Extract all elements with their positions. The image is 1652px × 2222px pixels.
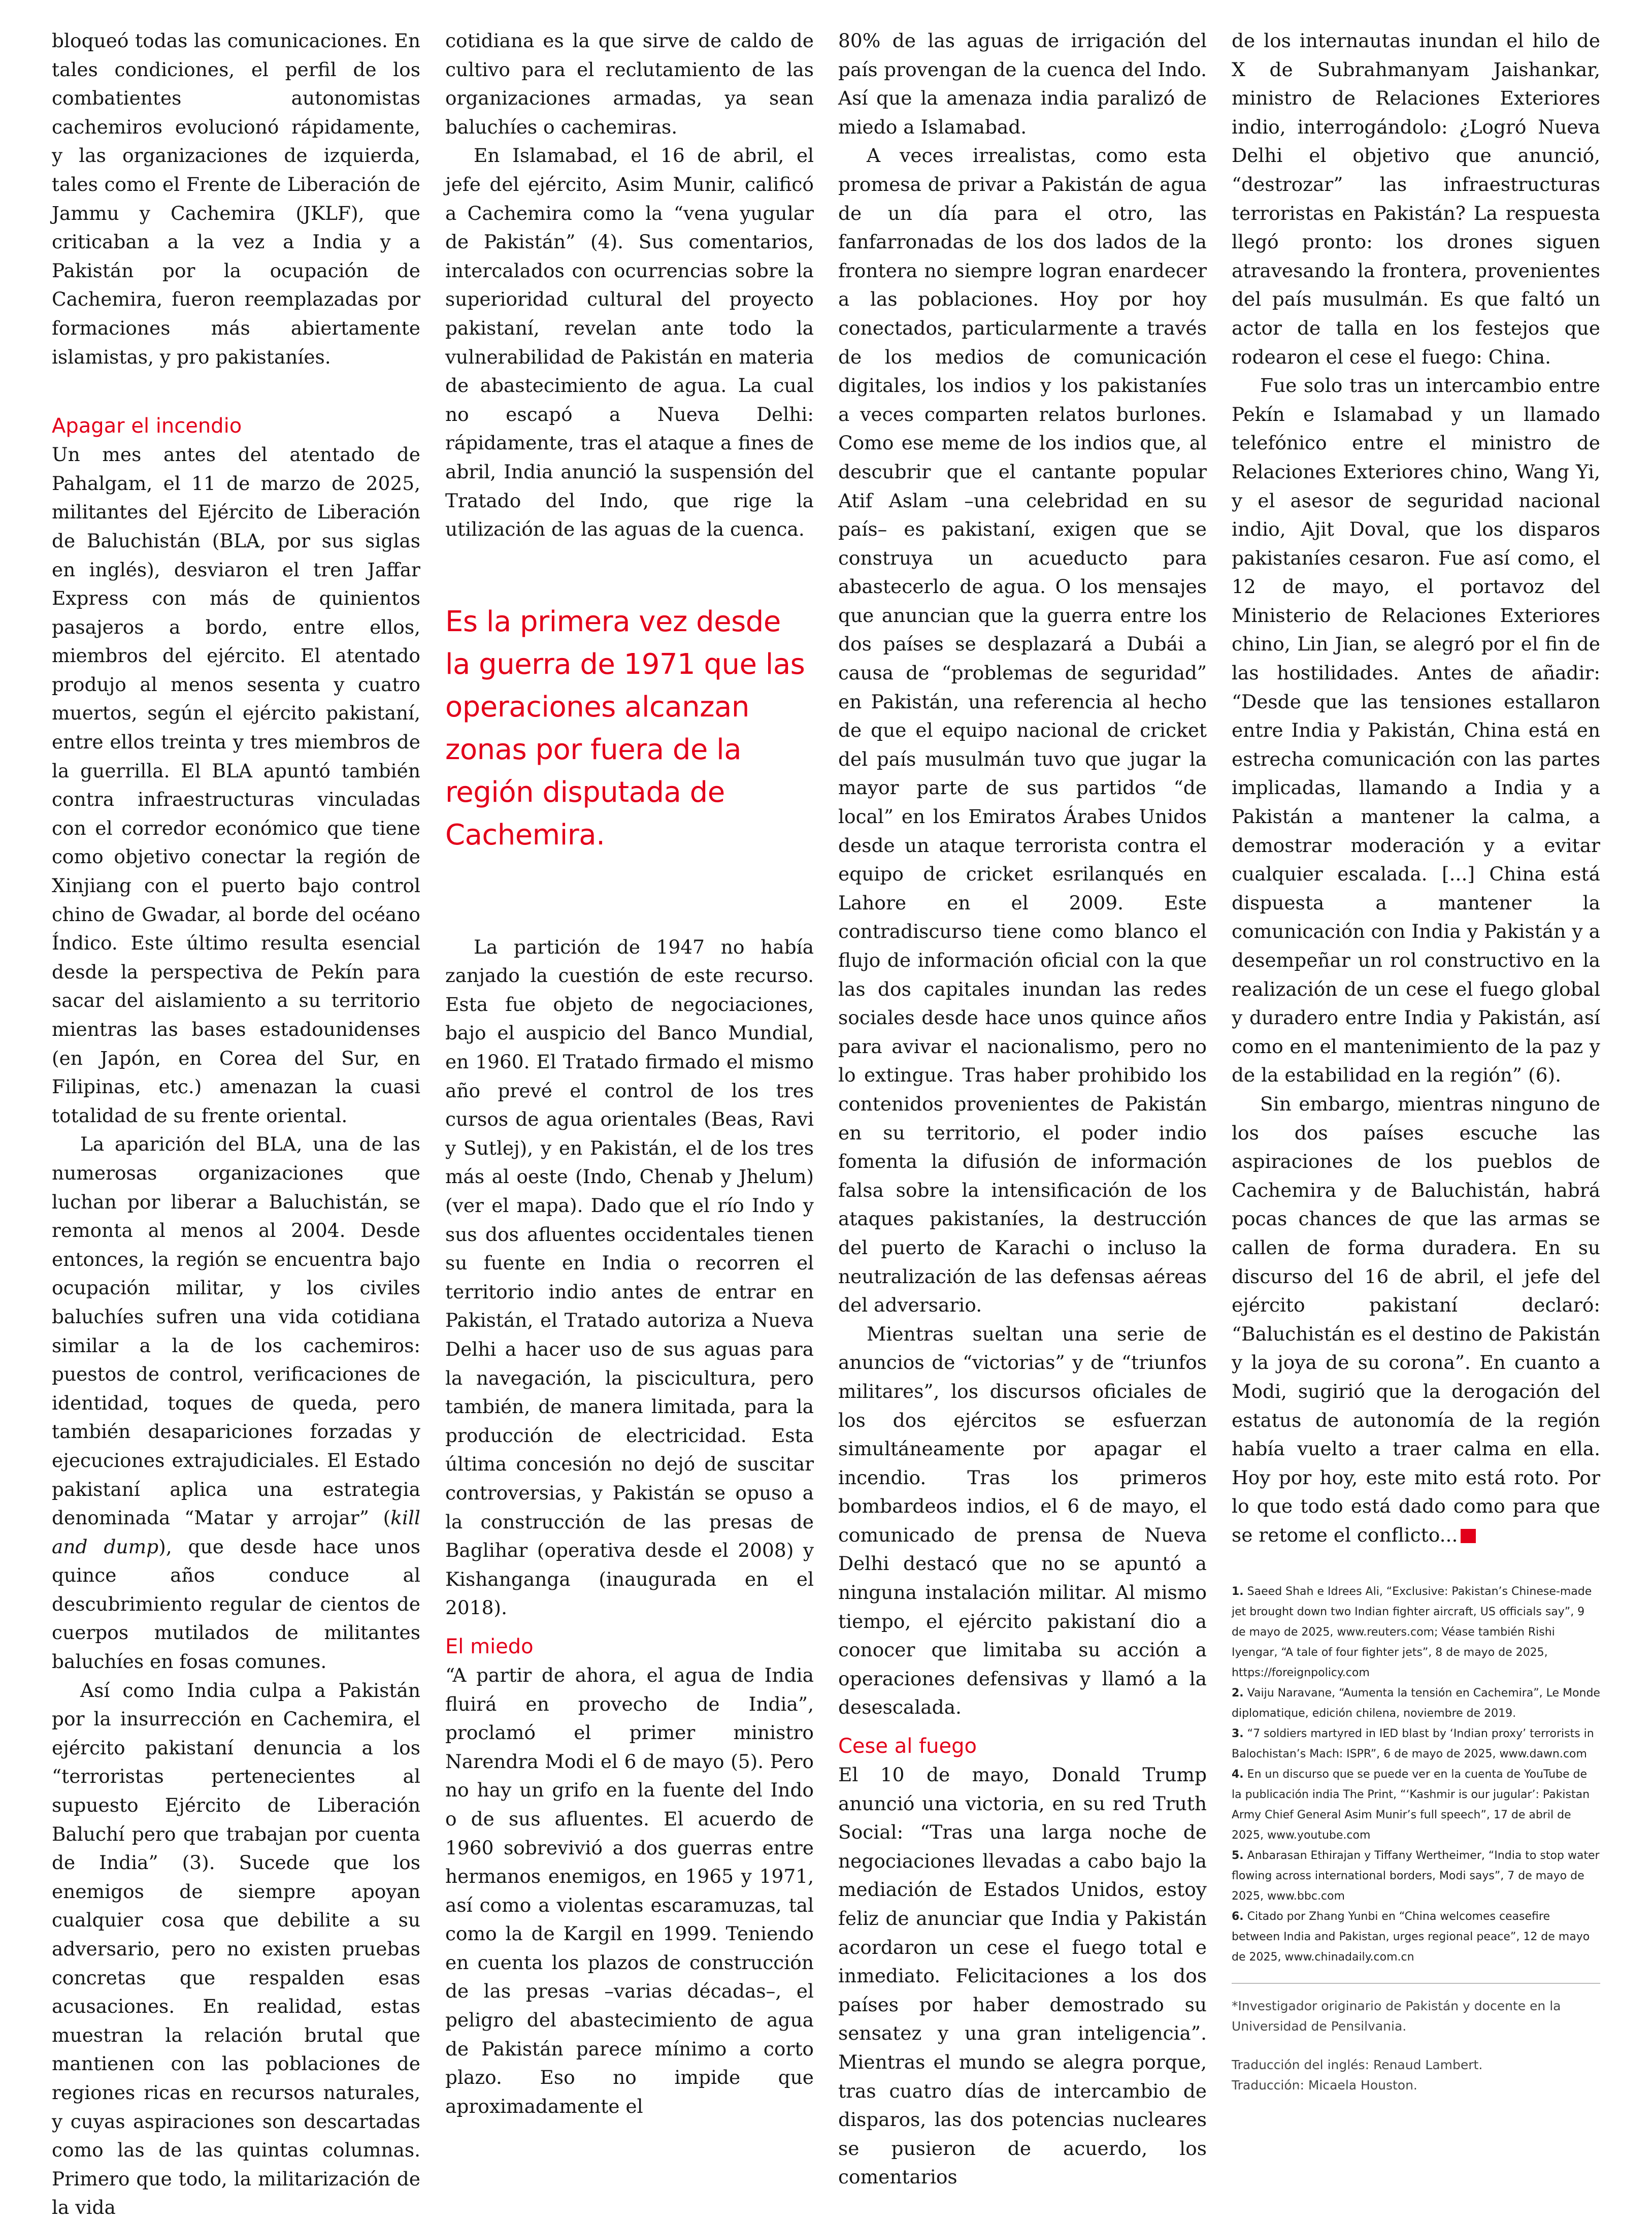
footnote xyxy=(1232,1683,1600,1724)
column-2 xyxy=(445,26,814,2117)
paragraph: En Islamabad, el 16 de abril, el jefe del ejército, Asim Munir, calificó a Cachemira como la “vena yugular de Pakistán” (4). Sus comentarios, intercalados con ocurrencias sobre la superioridad cultural del proyecto pakistaní, revelan ante todo la vulnerabilidad de Pakistán en materia de abastecimiento de agua. La cual no escapó a Nueva Delhi: rápidamente, tras el ataque a fines de abril, India anunció la suspensión del Tratado del Indo, que rige la utilización de las aguas de la cuenca. xyxy=(445,144,814,541)
italic-term: kill and dump xyxy=(52,1507,420,1558)
footnote-text: En un discurso que se puede ver en la cuenta de YouTube de la publicación india The Print, “‘Kashmir is our jugular’: Pakistan Army Chief General Asim Munir’s full speech”, 17 de abril de 2025, www.youtube.com xyxy=(1232,1768,1590,1842)
footnote-number: 2. xyxy=(1232,1687,1244,1700)
paragraph: Mientras sueltan una serie de anuncios de “victorias” y de “triunfos militares”, los discursos oficiales de los dos ejércitos se esfuerzan simultáneamente por apagar el incendio. Tras los primeros bombardeos indios, el 6 de mayo, el comunicado de prensa de Nueva Delhi destacó que no se apuntó a ninguna instalación militar. Al mismo tiempo, el ejército pakistaní dio a conocer que limitaba su acción a operaciones defensivas y llamó a la desescalada. xyxy=(838,1322,1207,1719)
text-run: Sin embargo, mientras ninguno de los dos países escuche las aspiraciones de los pueblos de Cachemira y de Baluchistán, habrá pocas chances de que las armas se callen de forma duradera. En su discurso del 16 de abril, el jefe del ejército pakistaní declaró: “Baluchistán es el destino de Pakistán y la joya de su corona”. En cuanto a Modi, sugirió que la derogación del estatus de autonomía de la región había vuelto a traer calma en ella. Hoy por hoy, este mito está roto. Por lo que todo está dado como para que se retome el conflicto... xyxy=(1232,1092,1600,1546)
paragraph xyxy=(52,1130,420,1676)
paragraph: La partición de 1947 no había zanjado la cuestión de este recurso. Esta fue objeto de negociaciones, bajo el auspicio del Banco Mundial, en 1960. El Tratado firmado el mismo año prevé el control de los tres cursos de agua orientales (Beas, Ravi y Sutlej), y en Pakistán, el de los tres más al oeste (Indo, Chenab y Jhelum) (ver el mapa). Dado que el río Indo y sus dos afluentes occidentales tienen su fuente en India o recorren el territorio indio antes de entrar en Pakistán, el Tratado autoriza a Nueva Delhi a hacer uso de sus aguas para la navegación, la piscicultura, pero también, de manera limitada, para la producción de electricidad. Esta última concesión no dejó de suscitar controversias, y Pakistán se opuso a la construcción de las presas de Baglihar (operativa desde el 2008) y Kishanganga (inaugurada en el 2018). xyxy=(445,935,814,1619)
text-run: ), que desde hace unos quince años conduce al descubrimiento regular de cientos de cuerpos mutilados de militantes baluchíes en fosas comunes. xyxy=(52,1535,420,1673)
footnote xyxy=(1232,1764,1600,1846)
footnote xyxy=(1232,1724,1600,1764)
section-heading-cese-al-fuego: Cese al fuego xyxy=(838,1735,977,1758)
credits xyxy=(1232,1983,1600,2096)
translation-credit-english: Traducción del inglés: Renaud Lambert. xyxy=(1232,2057,1483,2073)
footnote xyxy=(1232,1582,1600,1683)
paragraph: bloqueó todas las comunicaciones. En tales condiciones, el perfil de los combatientes autonomistas cachemiros evolucionó rápidamente, y las organizaciones de izquierda, tales como el Frente de Liberación de Jammu y Cachemira (JKLF), que criticaban a la vez a India y a Pakistán por la ocupación de Cachemira, fueron reemplazadas por formaciones más abiertamente islamistas, y pro pakistaníes. xyxy=(52,29,420,368)
footnote-text: Anbarasan Ethirajan y Tiffany Wertheimer, “India to stop water flowing across international borders, Modi says”, 7 de mayo de 2025, www.bbc.com xyxy=(1232,1849,1600,1903)
paragraph: de los internautas inundan el hilo de X de Subrahmanyam Jaishankar, ministro de Relaciones Exteriores indio, interrogándolo: ¿Logró Nueva Delhi el objetivo que anunció, “destrozar” las infraestructuras terroristas en Pakistán? La respuesta llegó pronto: los drones siguen atravesando la frontera, provenientes del país musulmán. Es que faltó un actor de talla en los festejos que rodearon el cese el fuego: China. xyxy=(1232,29,1600,368)
footnote xyxy=(1232,1846,1600,1907)
footnote xyxy=(1232,1907,1600,1968)
footnote-text: Saeed Shah e Idrees Ali, “Exclusive: Pakistan’s Chinese-made jet brought down two Indian fighter aircraft, US officials say”, 9 de mayo de 2025, www.reuters.com; Véase también Rishi Iyengar, “A tale of four fighter jets”, 8 de mayo de 2025, https://foreignpolicy.com xyxy=(1232,1585,1592,1680)
author-note: *Investigador originario de Pakistán y docente en la Universidad de Pensilvania. xyxy=(1232,1999,1561,2034)
column-3 xyxy=(838,26,1207,2188)
end-mark-icon xyxy=(1461,1529,1476,1543)
footnote-text: Citado por Zhang Yunbi en “China welcomes ceasefire between India and Pakistan, urges regional peace”, 12 de mayo de 2025, www.chinadaily.com.cn xyxy=(1232,1910,1590,1964)
section-heading-el-miedo: El miedo xyxy=(445,1635,534,1658)
paragraph: cotidiana es la que sirve de caldo de cultivo para el reclutamiento de las organizaciones armadas, ya sean baluchíes o cachemiras. xyxy=(445,29,814,138)
footnote-number: 1. xyxy=(1232,1585,1244,1598)
paragraph: A veces irrealistas, como esta promesa de privar a Pakistán de agua de un día para el otro, las fanfarronadas de los dos lados de la frontera no siempre logran enardecer a las poblaciones. Hoy por hoy conectados, particularmente a través de los medios de comunicación digitales, los indios y los pakistaníes a veces comparten relatos burlones. Como ese meme de los indios que, al descubrir que el cantante popular Atif Aslam –una celebridad en su país– es pakistaní, exigen que se construya un acueducto para abastecerlo de agua. O los mensajes que anuncian que la guerra entre los dos países se desplazará a Dubái a causa de “problemas de seguridad” en Pakistán, una referencia al hecho de que el equipo nacional de cricket del país musulmán tuvo que jugar la mayor parte de sus partidos “de local” en los Emiratos Árabes Unidos desde un ataque terrorista contra el equipo de cricket esrilanqués en Lahore en el 2009. Este contradiscurso tiene como blanco el flujo de información oficial con la que las dos capitales inundan las redes sociales desde hace unos quince años para avivar el nacionalismo, pero no lo extingue. Tras haber prohibido los contenidos provenientes de Pakistán en su territorio, el poder indio fomenta la difusión de información falsa sobre la intensificación de los ataques pakistaníes, la destrucción del puerto de Karachi o incluso la neutralización de las defensas aéreas del adversario. xyxy=(838,144,1207,1317)
section-heading-apagar-el-incendio: Apagar el incendio xyxy=(52,414,242,438)
footnote-number: 3. xyxy=(1232,1727,1244,1741)
paragraph: Fue solo tras un intercambio entre Pekín e Islamabad y un llamado telefónico entre el ministro de Relaciones Exteriores chino, Wang Yi, y el asesor de seguridad nacional indio, Ajit Doval, que los disparos pakistaníes cesaron. Fue así como, el 12 de mayo, el portavoz del Ministerio de Relaciones Exteriores chino, Lin Jian, se alegró por el fin de las hostilidades. Antes de añadir: “Desde que las tensiones estallaron entre India y Pakistán, China está en estrecha comunicación con las partes implicadas, llamando a India y a Pakistán a mantener la calma, a demostrar moderación y a evitar cualquier escalada. [...] China está dispuesta a mantener la comunicación con India y Pakistán y a desempeñar un rol constructivo en la realización de un cese el fuego global y duradero entre India y Pakistán, así como en el mantenimiento de la paz y de la estabilidad en la región” (6). xyxy=(1232,374,1600,1087)
paragraph: Así como India culpa a Pakistán por la insurrección en Cachemira, el ejército pakistaní denuncia a los “terroristas pertenecientes al supuesto Ejército de Liberación Baluchí pero que trabajan por cuenta de India” (3). Sucede que los enemigos de siempre apoyan cualquier cosa que debilite a su adversario, pero no existen pruebas concretas que respalden esas acusaciones. En realidad, estas muestran la relación brutal que mantienen con las poblaciones de regiones ricas en recursos naturales, y cuyas aspiraciones son descartadas como las de las quintas columnas. Primero que todo, la militarización de la vida xyxy=(52,1679,420,2219)
paragraph: El 10 de mayo, Donald Trump anunció una victoria, en su red Truth Social: “Tras una larga noche de negociaciones llevadas a cabo bajo la mediación de Estados Unidos, estoy feliz de anunciar que India y Pakistán acordaron un cese el fuego total e inmediato. Felicitaciones a los dos países por haber demostrado su sensatez y una gran inteligencia”. Mientras el mundo se alegra porque, tras cuatro días de intercambio de disparos, las dos potencias nucleares se pusieron de acuerdo, los comentarios xyxy=(838,1763,1207,2188)
column-4 xyxy=(1232,26,1600,2093)
footnote-text: Vaiju Naravane, “Aumenta la tensión en Cachemira”, Le Monde diplomatique, edición chilena, noviembre de 2019. xyxy=(1232,1687,1600,1720)
footnote-number: 6. xyxy=(1232,1910,1244,1923)
paragraph: 80% de las aguas de irrigación del país provengan de la cuenca del Indo. Así que la amenaza india paralizó de miedo a Islamabad. xyxy=(838,29,1207,138)
footnote-number: 4. xyxy=(1232,1768,1244,1781)
translation-credit: Traducción: Micaela Houston. xyxy=(1232,2078,1417,2093)
pull-quote: Es la primera vez desde la guerra de 1971 que las operaciones alcanzan zonas por fuera de la región disputada de Cachemira. xyxy=(445,605,805,852)
paragraph xyxy=(1232,1090,1600,1550)
paragraph: “A partir de ahora, el agua de India fluirá en provecho de India”, proclamó el primer ministro Narendra Modi el 6 de mayo (5). Pero no hay un grifo en la fuente del Indo o de sus afluentes. El acuerdo de 1960 sobrevivió a dos guerras entre hermanos enemigos, en 1965 y 1971, así como a violentas escaramuzas, tal como la de Kargil en 1999. Teniendo en cuenta los plazos de construcción de las presas –varias décadas–, el peligro del abastecimiento de agua de Pakistán parece mínimo a corto plazo. Eso no impide que aproximadamente el xyxy=(445,1663,814,2117)
text-run: La aparición del BLA, una de las numerosas organizaciones que luchan por liberar a Baluchistán, se remonta al menos al 2004. Desde entonces, la región se encuentra bajo ocupación militar, y los civiles baluchíes sufren una vida cotidiana similar a la de los cachemiros: puestos de control, verificaciones de identidad, toques de queda, pero también desapariciones forzadas y ejecuciones extrajudiciales. El Estado pakistaní aplica una estrategia denominada “Matar y arrojar” ( xyxy=(52,1133,420,1529)
footnote-text: “7 soldiers martyred in IED blast by ‘Indian proxy’ terrorists in Balochistan’s Mach: ISPR”, 6 de mayo de 2025, www.dawn.com xyxy=(1232,1727,1594,1761)
footnotes xyxy=(1232,1582,1600,1968)
footnote-number: 5. xyxy=(1232,1849,1244,1862)
column-1 xyxy=(52,26,420,2219)
paragraph: Un mes antes del atentado de Pahalgam, el 11 de marzo de 2025, militantes del Ejército de Liberación de Baluchistán (BLA, por sus siglas en inglés), desviaron el tren Jaffar Express con más de quinientos pasajeros a bordo, entre ellos, miembros del ejército. El atentado produjo al menos sesenta y cuatro muertos, según el ejército pakistaní, entre ellos treinta y tres miembros de la guerrilla. El BLA apuntó también contra infraestructuras vinculadas con el corredor económico que tiene como objetivo conectar la región de Xinjiang con el puerto bajo control chino de Gwadar, al borde del océano Índico. Este último resulta esencial desde la perspectiva de Pekín para sacar del aislamiento a su territorio mientras las bases estadounidenses (en Japón, en Corea del Sur, en Filipinas, etc.) amenazan la cuasi totalidad de su frente oriental. xyxy=(52,443,420,1127)
